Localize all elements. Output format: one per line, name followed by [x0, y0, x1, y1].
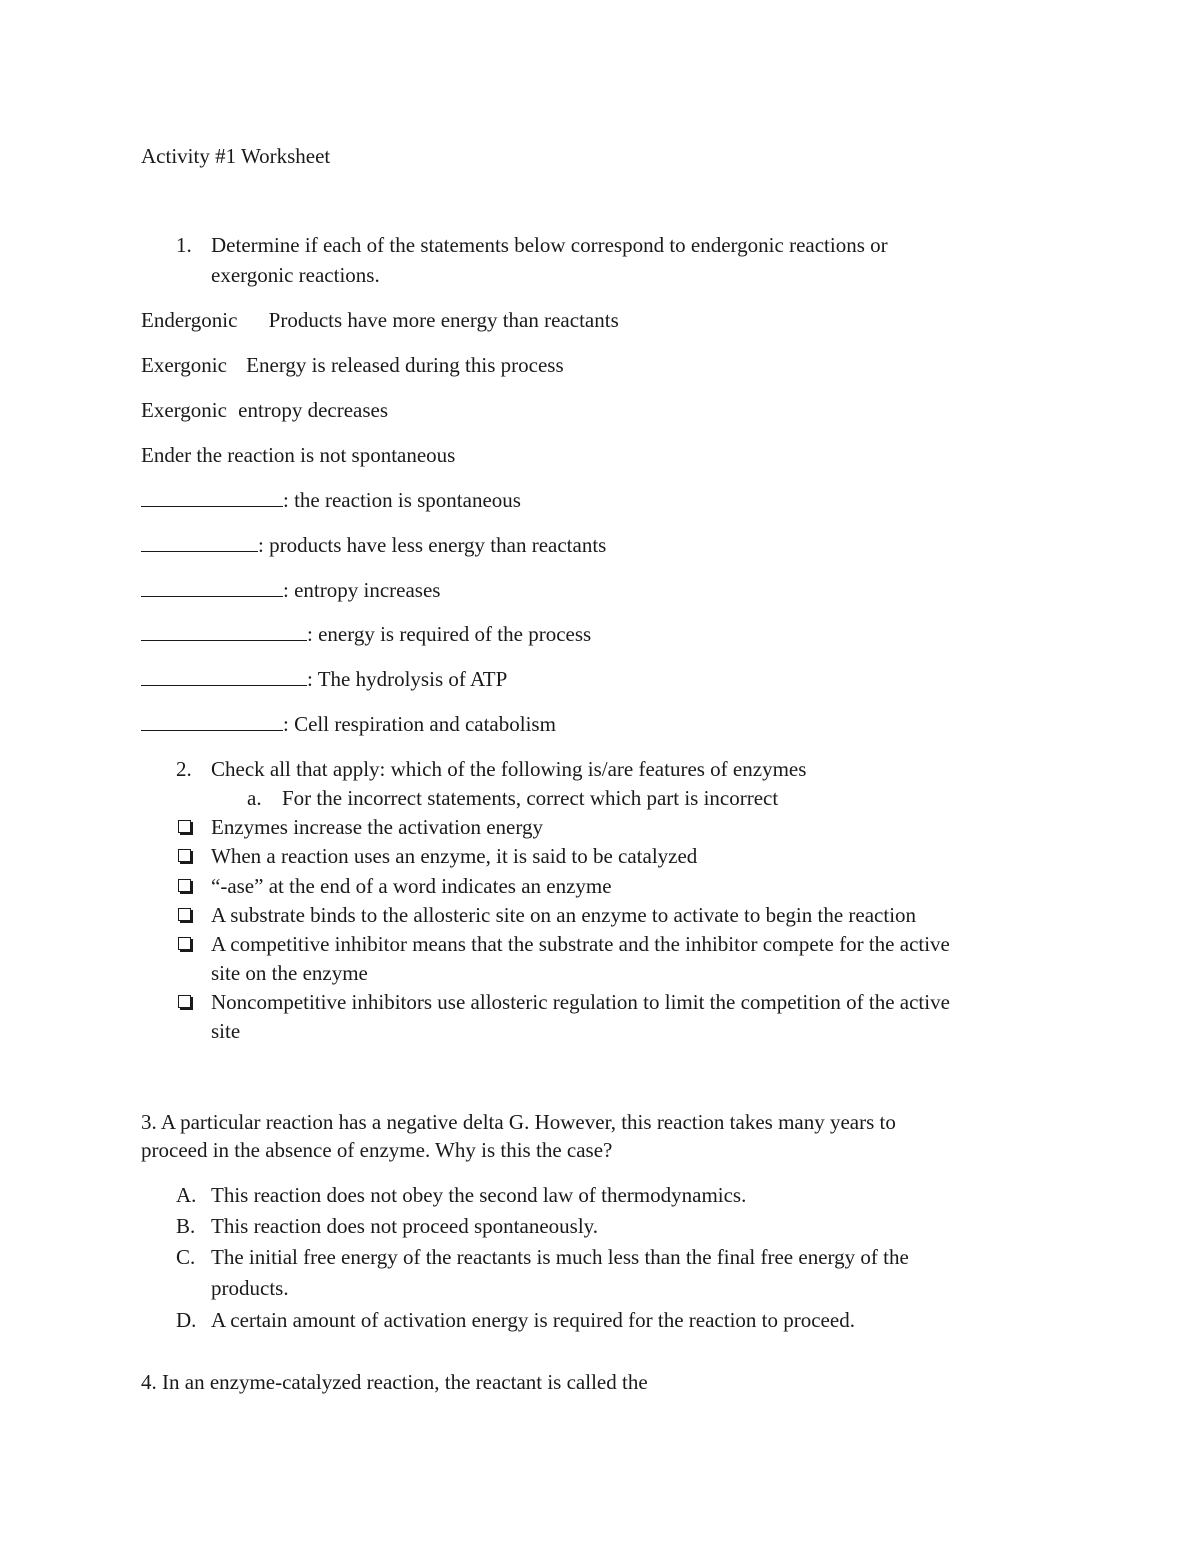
answer-label: Exergonic [141, 398, 227, 422]
q1-blank-row [141, 531, 606, 559]
q2-prompt: Check all that apply: which of the following is/are features of enzymes [211, 757, 807, 781]
checkbox[interactable] [178, 937, 191, 950]
page-title: Activity #1 Worksheet [141, 144, 331, 168]
choice-letter: D. [176, 1308, 197, 1332]
statement-text: : products have less energy than reactants [258, 533, 607, 557]
q1-blank-row [141, 710, 556, 738]
answer-blank[interactable] [141, 710, 283, 731]
choice-text: This reaction does not proceed spontaneously. [211, 1214, 599, 1238]
statement-text: Products have more energy than reactants [268, 308, 619, 332]
q1-blank-row [141, 620, 591, 648]
q1-answer-row [141, 306, 619, 334]
statement-text: : energy is required of the process [307, 622, 592, 646]
statement-text: : the reaction is spontaneous [283, 488, 521, 512]
checkbox[interactable] [178, 820, 191, 833]
q1-answer-row [141, 396, 388, 424]
q3-prompt-line1: 3. A particular reaction has a negative delta G. However, this reaction takes many years to [141, 1110, 896, 1134]
answer-label: Exergonic [141, 353, 227, 377]
statement-text: : Cell respiration and catabolism [283, 712, 556, 736]
q1-blank-row [141, 486, 521, 514]
checkbox[interactable] [178, 995, 191, 1008]
q2-option: A substrate binds to the allosteric site on an enzyme to activate to begin the reaction [211, 903, 917, 927]
q2-sub-prompt: For the incorrect statements, correct which part is incorrect [282, 786, 779, 810]
choice-text-continued: products. [211, 1276, 289, 1300]
answer-label: Endergonic [141, 308, 238, 332]
q2-option-continued: site [211, 1019, 241, 1043]
q2-option: Noncompetitive inhibitors use allosteric regulation to limit the competition of the active [211, 990, 950, 1014]
answer-blank[interactable] [141, 665, 307, 686]
answer-blank[interactable] [141, 576, 283, 597]
answer-blank[interactable] [141, 531, 258, 552]
statement-text: : entropy increases [283, 578, 441, 602]
q1-answer-row [141, 441, 455, 469]
statement-text: the reaction is not spontaneous [196, 443, 456, 467]
q2-option-continued: site on the enzyme [211, 961, 368, 985]
q1-answer-row [141, 351, 564, 379]
q1-prompt-line2: exergonic reactions. [211, 263, 380, 287]
answer-label: Ender [141, 443, 192, 467]
q2-option: A competitive inhibitor means that the substrate and the inhibitor compete for the active [211, 932, 950, 956]
q2-sub-marker: a. [247, 786, 262, 810]
checkbox[interactable] [178, 849, 191, 862]
choice-letter: A. [176, 1183, 197, 1207]
q2-number: 2. [176, 757, 192, 781]
q2-option: When a reaction uses an enzyme, it is said to be catalyzed [211, 844, 698, 868]
statement-text: : The hydrolysis of ATP [307, 667, 508, 691]
q1-blank-row [141, 576, 440, 604]
q1-number: 1. [176, 233, 192, 257]
statement-text: entropy decreases [238, 398, 389, 422]
choice-letter: C. [176, 1245, 196, 1269]
choice-text: This reaction does not obey the second law of thermodynamics. [211, 1183, 747, 1207]
choice-letter: B. [176, 1214, 196, 1238]
statement-text: Energy is released during this process [246, 353, 564, 377]
checkbox[interactable] [178, 908, 191, 921]
answer-blank[interactable] [141, 620, 307, 641]
answer-blank[interactable] [141, 486, 283, 507]
q1-blank-row [141, 665, 507, 693]
choice-text: The initial free energy of the reactants is much less than the final free energy of the [211, 1245, 909, 1269]
q4-prompt: 4. In an enzyme-catalyzed reaction, the reactant is called the [141, 1370, 648, 1394]
choice-text: A certain amount of activation energy is required for the reaction to proceed. [211, 1308, 855, 1332]
q1-prompt-line1: Determine if each of the statements below correspond to endergonic reactions or [211, 233, 888, 257]
checkbox[interactable] [178, 879, 191, 892]
q3-prompt-line2: proceed in the absence of enzyme. Why is this the case? [141, 1138, 613, 1162]
q2-option: “-ase” at the end of a word indicates an enzyme [211, 874, 612, 898]
q2-option: Enzymes increase the activation energy [211, 815, 543, 839]
